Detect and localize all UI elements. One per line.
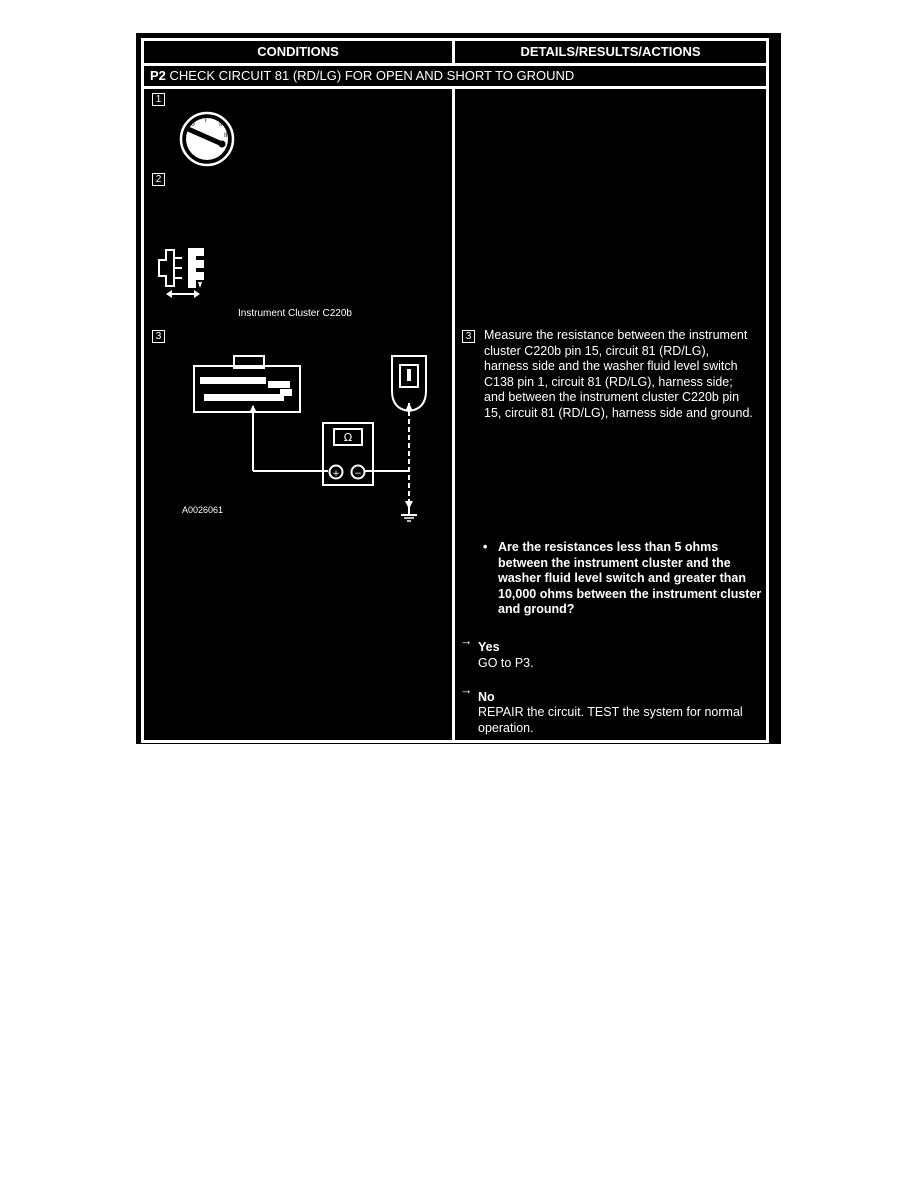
header-details: DETAILS/RESULTS/ACTIONS <box>520 44 701 59</box>
svg-text:+: + <box>332 469 340 479</box>
connector-caption: Instrument Cluster C220b <box>238 308 352 319</box>
step-title-row <box>150 66 574 86</box>
step-title: CHECK CIRCUIT 81 (RD/LG) FOR OPEN AND SHORT TO GROUND <box>169 68 575 83</box>
condition-step-1-box: 1 <box>152 93 165 106</box>
condition-step-2-box: 2 <box>152 173 165 186</box>
measurement-diagram <box>184 351 474 521</box>
svg-text:I: I <box>205 117 207 124</box>
cluster-connector-c220b <box>194 356 300 412</box>
yes-arrow: → <box>460 634 473 648</box>
no-arrow: → <box>460 683 473 697</box>
ground-symbol <box>401 509 417 521</box>
connector-disconnect-icon <box>152 242 214 300</box>
no-label: No <box>478 690 495 704</box>
column-divider-top <box>452 41 455 63</box>
ignition-switch-icon <box>178 112 238 167</box>
svg-text:III: III <box>224 132 230 139</box>
details-step-3-box: 3 <box>462 330 475 343</box>
yes-action: GO to P3. <box>478 656 534 670</box>
svg-text:II: II <box>219 121 223 128</box>
result-question: Are the resistances less than 5 ohms between the instrument cluster and the washer fluid level switch and greater than 10,000 ohms between the instrument cluster and ground? <box>498 540 762 616</box>
result-question-bullet: • <box>483 540 488 554</box>
yes-label: Yes <box>478 640 500 654</box>
washer-switch-connector-c138 <box>392 356 426 411</box>
svg-text:−: − <box>354 469 362 479</box>
measurement-instruction: Measure the resistance between the instrument cluster C220b pin 15, circuit 81 (RD/LG), harness side and the washer fluid level switch C138 pin 1, circuit 81 (RD/LG), harness side; and between the instrument cluster C220b pin 15, circuit 81 (RD/LG), harness side and ground. <box>484 328 753 420</box>
svg-text:Ω: Ω <box>343 431 353 444</box>
header-conditions: CONDITIONS <box>257 44 339 59</box>
title-divider <box>144 86 766 89</box>
svg-text:0: 0 <box>191 121 195 128</box>
ohmmeter-icon <box>323 423 373 485</box>
condition-step-3-box: 3 <box>152 330 165 343</box>
figure-id: A0026061 <box>182 505 224 515</box>
diagnostic-panel <box>136 33 781 744</box>
diagnostic-table <box>141 38 769 743</box>
no-action: REPAIR the circuit. TEST the system for normal operation. <box>478 705 743 735</box>
step-id: P2 <box>150 68 166 83</box>
